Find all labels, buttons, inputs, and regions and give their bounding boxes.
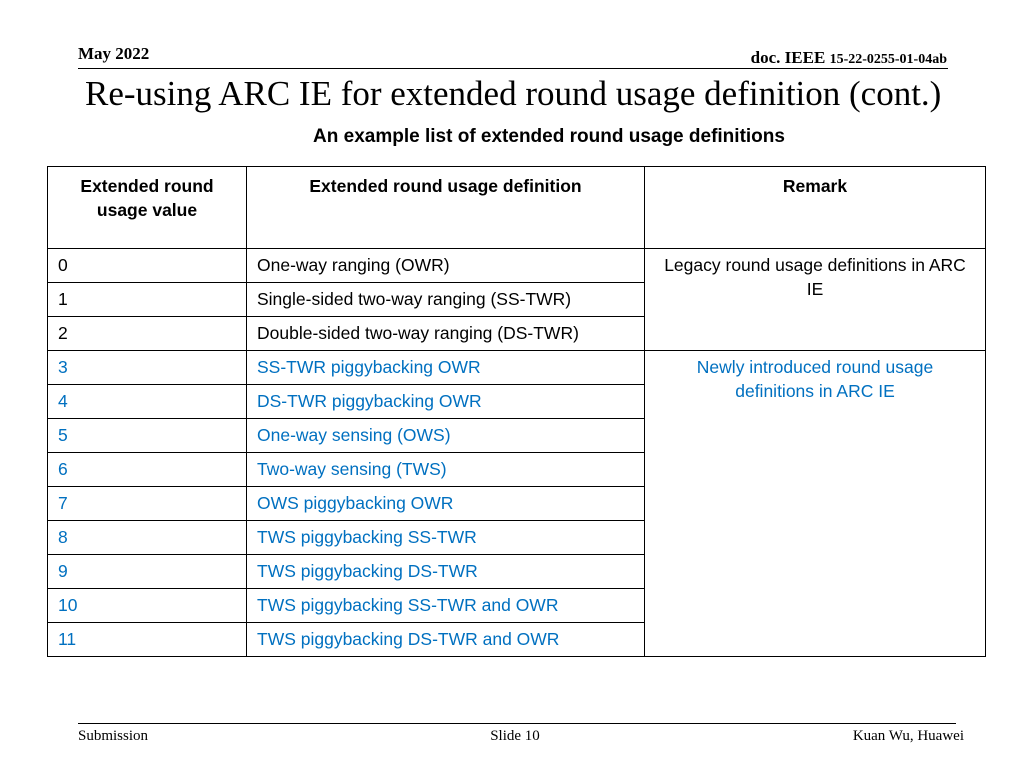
row-value: 8	[48, 521, 247, 555]
row-definition: TWS piggybacking DS-TWR and OWR	[247, 623, 645, 657]
footer-submission: Submission	[78, 728, 149, 744]
row-definition: Double-sided two-way ranging (DS-TWR)	[247, 317, 645, 351]
remark-new: Newly introduced round usage definitions in ARC IE	[645, 351, 986, 657]
column-header-value: Extended round usage value	[48, 167, 247, 249]
row-definition: Single-sided two-way ranging (SS-TWR)	[247, 283, 645, 317]
table-row	[48, 351, 986, 385]
remark-legacy: Legacy round usage definitions in ARC IE	[645, 249, 986, 351]
row-value: 4	[48, 385, 247, 419]
footer-rule	[78, 723, 956, 724]
row-definition: One-way sensing (OWS)	[247, 419, 645, 453]
footer-author: Kuan Wu, Huawei	[852, 728, 964, 744]
row-definition: TWS piggybacking SS-TWR	[247, 521, 645, 555]
row-definition: SS-TWR piggybacking OWR	[247, 351, 645, 385]
row-definition: TWS piggybacking SS-TWR and OWR	[247, 589, 645, 623]
column-header-remark: Remark	[645, 167, 986, 249]
table-caption: An example list of extended round usage definitions	[313, 126, 785, 147]
row-definition: DS-TWR piggybacking OWR	[247, 385, 645, 419]
column-header-definition: Extended round usage definition	[247, 167, 645, 249]
row-definition: One-way ranging (OWR)	[247, 249, 645, 283]
row-value: 1	[48, 283, 247, 317]
row-value: 10	[48, 589, 247, 623]
footer-slide-number: Slide 10	[490, 728, 540, 744]
header-doc-id	[751, 48, 947, 68]
row-value: 2	[48, 317, 247, 351]
definitions-table	[47, 166, 986, 657]
row-value: 5	[48, 419, 247, 453]
header-date: May 2022	[78, 44, 150, 63]
table-row	[48, 249, 986, 283]
header-rule	[78, 68, 948, 69]
row-definition: OWS piggybacking OWR	[247, 487, 645, 521]
row-value: 6	[48, 453, 247, 487]
table-header-row	[48, 167, 986, 249]
row-value: 3	[48, 351, 247, 385]
row-value: 9	[48, 555, 247, 589]
header-doc-prefix: doc. IEEE	[750, 48, 826, 67]
row-value: 7	[48, 487, 247, 521]
row-value: 11	[48, 623, 247, 657]
row-definition: Two-way sensing (TWS)	[247, 453, 645, 487]
row-definition: TWS piggybacking DS-TWR	[247, 555, 645, 589]
slide-title: Re-using ARC IE for extended round usage definition (cont.)	[85, 74, 942, 113]
row-value: 0	[48, 249, 247, 283]
header-doc-number: 15-22-0255-01-04ab	[829, 52, 947, 67]
